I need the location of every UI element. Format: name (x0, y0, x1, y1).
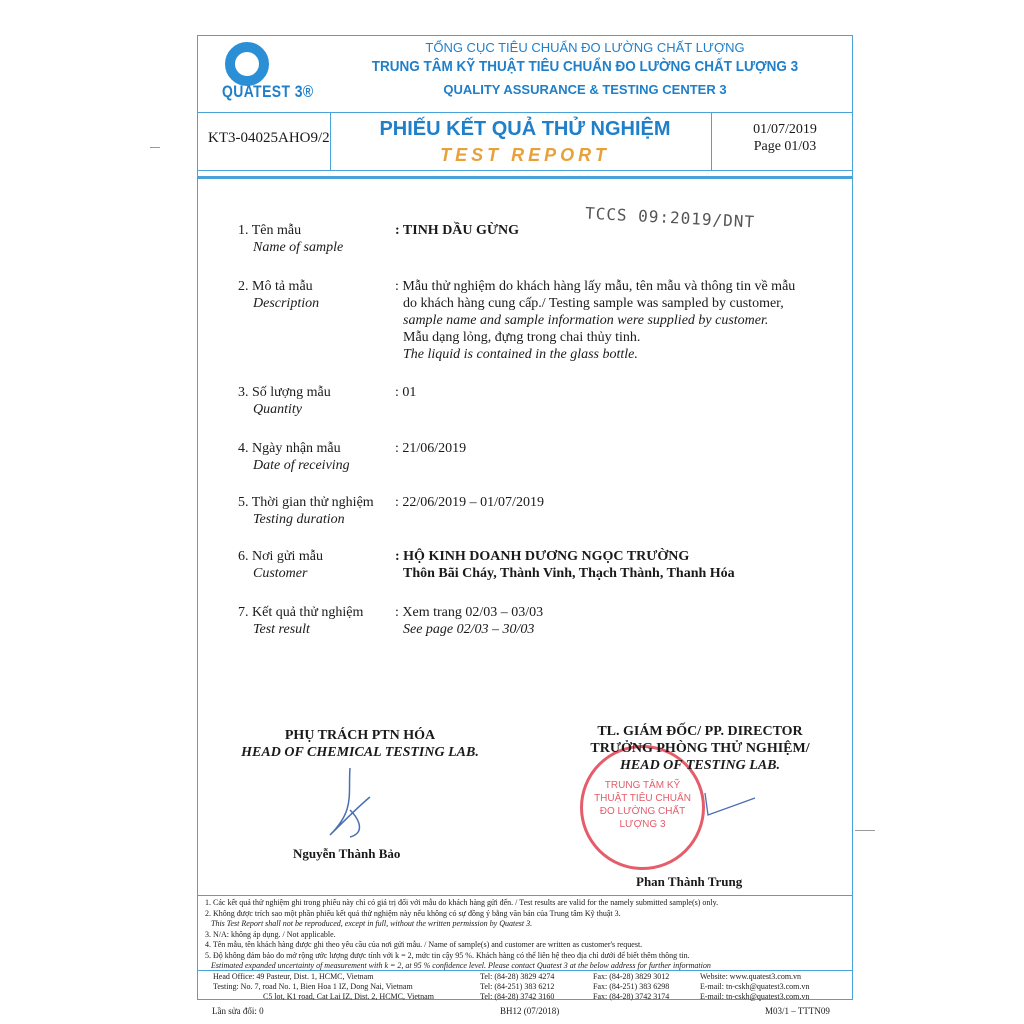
field-label-en: Quantity (253, 402, 302, 417)
divider (197, 170, 853, 171)
field-value-line: See page 02/03 – 30/03 (403, 622, 535, 637)
page-number: Page 01/03 (753, 139, 817, 154)
logo-text: QUATEST 3® (222, 82, 314, 101)
note-line: 5. Độ không đảm bảo đo mở rộng ước lượng được tính với k = 2, mức tin cậy 95 %. Khách hàng có thể liên hệ theo địa chỉ dưới để biết thêm thông tin. (205, 950, 690, 960)
left-sign-title-en: HEAD OF CHEMICAL TESTING LAB. (241, 745, 479, 760)
contact-line: Tel: (84-28) 3742 3160 (480, 992, 555, 1001)
report-date-page (720, 121, 850, 155)
field-value-line: : TINH DẦU GỪNG (395, 223, 520, 238)
contact-line: Testing: No. 7, road No. 1, Bien Hoa 1 IZ, Dong Nai, Vietnam (213, 982, 413, 991)
field-label-vi: 1. Tên mẫu (238, 223, 302, 238)
note-line: This Test Report shall not be reproduced, except in full, without the written permission by Quatest 3. (211, 919, 533, 928)
contact-line: Tel: (84-28) 3829 4274 (480, 972, 555, 981)
field-label-vi: 6. Nơi gửi mẫu (238, 549, 323, 564)
faxes (593, 972, 669, 1002)
report-title-vi: PHIẾU KẾT QUẢ THỬ NGHIỆM (379, 118, 671, 140)
contact-line: Head Office: 49 Pasteur, Dist. 1, HCMC, Vietnam (213, 972, 374, 981)
contact-line: C5 lot, K1 road, Cat Lai IZ, Dist. 2, HCMC, Vietnam (263, 992, 434, 1001)
field-value (395, 384, 416, 401)
org-line-1: TỔNG CỤC TIÊU CHUẨN ĐO LƯỜNG CHẤT LƯỢNG (425, 40, 745, 55)
note-line: Estimated expanded uncertainty of measurement with k = 2, at 95 % confidence level. Please contact Quatest 3 at the below address for further information (211, 961, 711, 970)
field-label-en: Testing duration (253, 512, 345, 527)
right-sign-line-3: HEAD OF TESTING LAB. (620, 758, 780, 773)
field-value (395, 604, 543, 638)
note-line: 4. Tên mẫu, tên khách hàng được ghi theo yêu cầu của nơi gửi mẫu. / Name of sample(s) and customer are written as customer's request. (205, 940, 643, 949)
divider (197, 970, 853, 971)
handwritten-note: TCCS 09:2019/DNT (584, 203, 756, 232)
quatest-logo-icon (225, 42, 269, 86)
field-value (395, 222, 519, 239)
notes (205, 898, 718, 972)
signature-right (565, 723, 835, 774)
field-value-line: : 22/06/2019 – 01/07/2019 (395, 495, 544, 510)
signature-left (235, 727, 485, 761)
left-sign-title-vi: PHỤ TRÁCH PTN HÓA (284, 728, 436, 743)
field-value-line: : Mẫu thử nghiệm do khách hàng lấy mẫu, tên mẫu và thông tin về mẫu (395, 279, 796, 294)
contact-line[interactable]: Website: www.quatest3.com.vn (700, 972, 802, 981)
right-sign-line-2: TRƯỞNG PHÒNG THỬ NGHIỆM/ (590, 741, 810, 756)
field-value-line: : 21/06/2019 (395, 441, 467, 456)
field-value-line: sample name and sample information were supplied by customer. (403, 313, 769, 328)
field-label-vi: 2. Mô tả mẫu (238, 279, 313, 294)
web-emails (700, 972, 809, 1002)
stamp-text: TRUNG TÂM KỸ THUẬT TIÊU CHUẨN ĐO LƯỜNG CHẤT LƯỢNG 3 (594, 780, 691, 830)
addresses (213, 972, 434, 1002)
scan-mark (855, 830, 875, 831)
divider (197, 112, 853, 113)
note-line: 1. Các kết quả thử nghiệm ghi trong phiếu này chỉ có giá trị đối với mẫu do khách hàng gửi đến. / Test results are valid for the namely submitted sample(s) only. (205, 898, 719, 907)
org-line-3: QUALITY ASSURANCE & TESTING CENTER 3 (443, 82, 727, 97)
field-label-en: Name of sample (253, 240, 344, 255)
contact-line[interactable]: E-mail: tn-cskh@quatest3.com.vn (700, 992, 810, 1001)
signature-left-icon (320, 765, 380, 840)
left-signer-name: Nguyễn Thành Bảo (293, 846, 401, 861)
right-signer-name: Phan Thành Trung (636, 874, 743, 889)
issue-code: BH12 (07/2018) (500, 1006, 560, 1016)
report-title-en: TEST REPORT (440, 145, 610, 165)
note-line: 3. N/A: không áp dụng. / Not applicable. (205, 929, 336, 939)
contact-line[interactable]: E-mail: tn-cskh@quatest3.com.vn (700, 982, 810, 991)
field-value-line: do khách hàng cung cấp./ Testing sample was sampled by customer, (403, 296, 784, 311)
contact-line: Tel: (84-251) 383 6212 (480, 982, 555, 991)
contact-line: Fax: (84-251) 383 6298 (593, 982, 670, 991)
field-label (238, 548, 323, 582)
field-label-en: Description (253, 296, 320, 311)
scan-mark (150, 147, 160, 148)
contact-line: Fax: (84-28) 3742 3174 (593, 992, 670, 1001)
field-label (238, 494, 374, 528)
field-value-line: Thôn Bãi Cháy, Thành Vinh, Thạch Thành, Thanh Hóa (403, 566, 735, 581)
divider (197, 176, 853, 179)
divider (330, 112, 331, 170)
field-label (238, 604, 363, 638)
form-code: M03/1 – TTTN09 (765, 1006, 830, 1016)
contact-line: Fax: (84-28) 3829 3012 (593, 972, 670, 981)
signature-right-icon (700, 790, 760, 820)
field-label-vi: 7. Kết quả thử nghiệm (238, 605, 364, 620)
field-value-line: : 01 (395, 385, 417, 400)
phones (480, 972, 554, 1002)
field-value-line: : Xem trang 02/03 – 03/03 (395, 605, 544, 620)
revision: Lần sửa đổi: 0 (212, 1006, 264, 1016)
doc-number: KT3-04025AHO9/2 (208, 130, 330, 146)
field-label-vi: 4. Ngày nhận mẫu (238, 441, 341, 456)
right-sign-line-1: TL. GIÁM ĐỐC/ PP. DIRECTOR (597, 724, 803, 739)
field-label-en: Test result (253, 622, 310, 637)
field-label-en: Date of receiving (253, 458, 350, 473)
field-label-en: Customer (253, 566, 308, 581)
field-value-line: The liquid is contained in the glass bottle. (403, 347, 638, 362)
field-value (395, 548, 735, 582)
org-line-2: TRUNG TÂM KỸ THUẬT TIÊU CHUẨN ĐO LƯỜNG CHẤT LƯỢNG 3 (371, 58, 799, 75)
field-label (238, 384, 331, 418)
field-label-vi: 3. Số lượng mẫu (238, 385, 331, 400)
divider (711, 112, 712, 170)
field-value (395, 278, 795, 363)
field-value-line: Mẫu dạng lỏng, đựng trong chai thủy tinh. (403, 330, 641, 345)
note-line: 2. Không được trích sao một phần phiếu kết quả thử nghiệm này nếu không có sự đồng ý bằng văn bản của Trung tâm Kỹ thuật 3. (205, 908, 621, 918)
field-label-vi: 5. Thời gian thử nghiệm (238, 495, 374, 510)
divider (197, 895, 853, 896)
report-date: 01/07/2019 (753, 122, 817, 137)
field-label (238, 440, 350, 474)
field-value (395, 494, 544, 511)
field-value (395, 440, 466, 457)
field-label (238, 278, 319, 312)
field-value-line: : HỘ KINH DOANH DƯƠNG NGỌC TRƯỜNG (395, 549, 690, 564)
field-label (238, 222, 343, 256)
